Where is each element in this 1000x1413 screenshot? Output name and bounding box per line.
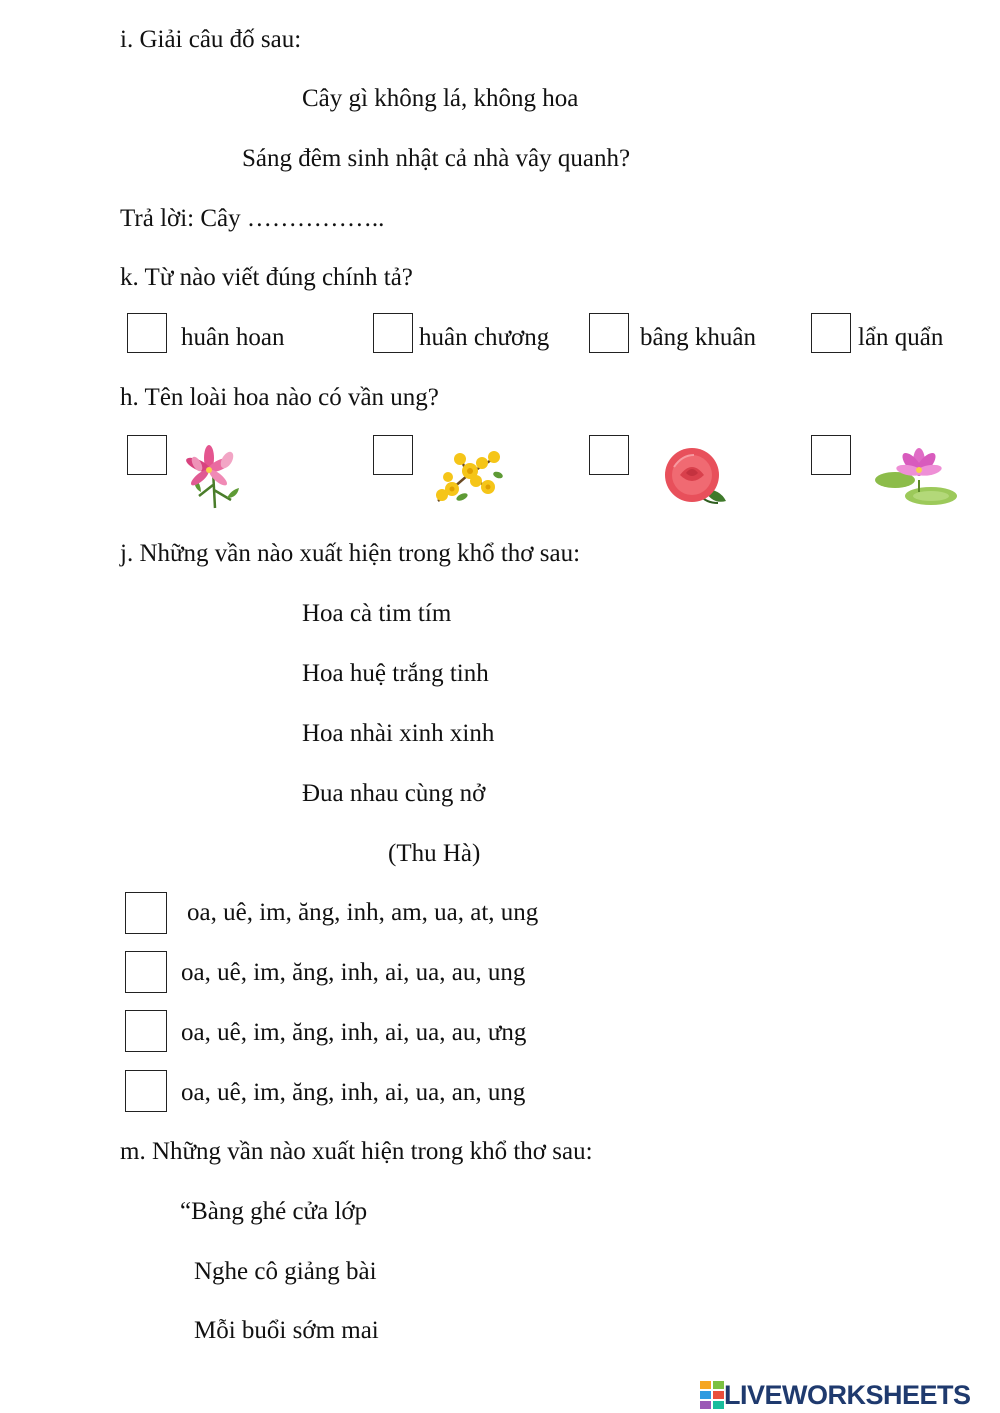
spelling-option-3: bâng khuân [640, 324, 756, 351]
flower-checkbox-1[interactable] [127, 435, 167, 475]
spelling-option-1: huân hoan [181, 324, 285, 351]
spelling-option-4: lẩn quẩn [858, 324, 944, 351]
poem1-option-1: oa, uê, im, ăng, inh, am, ua, at, ung [187, 899, 539, 926]
flower-checkbox-3[interactable] [589, 435, 629, 475]
poem1-checkbox-1[interactable] [125, 892, 167, 934]
poem1-option-2: oa, uê, im, ăng, inh, ai, ua, au, ung [181, 959, 526, 986]
yellow-apricot-flower-icon [430, 445, 504, 507]
lotus-flower-icon [873, 440, 959, 508]
riddle-answer[interactable]: Trả lời: Cây …………….. [120, 205, 385, 232]
flower-checkbox-2[interactable] [373, 435, 413, 475]
poem1-checkbox-2[interactable] [125, 951, 167, 993]
poem2-line-3: Mỗi buổi sớm mai [194, 1317, 379, 1344]
liveworksheets-watermark[interactable] [700, 1378, 971, 1412]
riddle-line-1: Cây gì không lá, không hoa [302, 85, 579, 112]
poem1-line-2: Hoa huệ trắng tinh [302, 660, 489, 687]
poem1-checkbox-3[interactable] [125, 1010, 167, 1052]
lily-flower-icon [185, 440, 245, 510]
spelling-checkbox-4[interactable] [811, 313, 851, 353]
poem2-line-1: “Bàng ghé cửa lớp [180, 1198, 368, 1225]
poem1-line-1: Hoa cà tim tím [302, 600, 452, 627]
liveworksheets-text: LIVEWORKSHEETS [724, 1379, 971, 1410]
spelling-option-2: huân chương [419, 324, 550, 351]
spelling-checkbox-1[interactable] [127, 313, 167, 353]
poem2-line-2: Nghe cô giảng bài [194, 1258, 377, 1285]
spelling-question: k. Từ nào viết đúng chính tả? [120, 264, 413, 291]
poem1-line-4: Đua nhau cùng nở [302, 780, 486, 807]
riddle-question: i. Giải câu đố sau: [120, 26, 302, 53]
poem1-line-3: Hoa nhài xinh xinh [302, 720, 495, 747]
liveworksheets-logo-icon [700, 1381, 724, 1409]
flowers-question: h. Tên loài hoa nào có vần ung? [120, 384, 439, 411]
poem2-question: m. Những vần nào xuất hiện trong khổ thơ sau: [120, 1138, 593, 1165]
flower-checkbox-4[interactable] [811, 435, 851, 475]
poem1-option-4: oa, uê, im, ăng, inh, ai, ua, an, ung [181, 1079, 526, 1106]
riddle-line-2: Sáng đêm sinh nhật cả nhà vây quanh? [242, 145, 631, 172]
spelling-checkbox-2[interactable] [373, 313, 413, 353]
poem1-option-3: oa, uê, im, ăng, inh, ai, ua, au, ưng [181, 1019, 527, 1046]
poem1-author: (Thu Hà) [388, 840, 481, 867]
rose-flower-icon [660, 445, 730, 507]
poem1-checkbox-4[interactable] [125, 1070, 167, 1112]
spelling-checkbox-3[interactable] [589, 313, 629, 353]
poem1-question: j. Những vần nào xuất hiện trong khổ thơ sau: [120, 540, 581, 567]
